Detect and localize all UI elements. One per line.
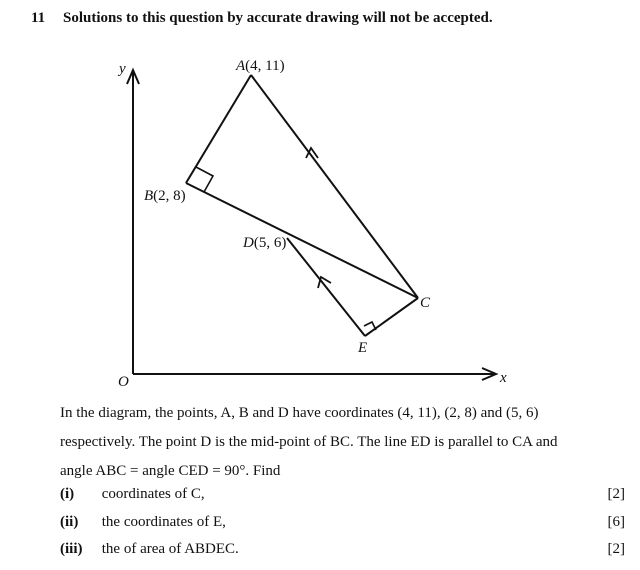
part-ii-marks: [6] xyxy=(607,514,625,530)
label-point-A xyxy=(235,58,285,74)
point-D-name: D xyxy=(243,235,254,251)
origin-label: O xyxy=(118,374,129,390)
part-iii xyxy=(60,541,239,558)
label-point-E: E xyxy=(358,340,368,356)
part-iii-text: the of area of ABDEC. xyxy=(101,541,239,557)
question-body xyxy=(60,399,590,486)
body-line-1: In the diagram, the points, A, B and D have coordinates (4, 11), (2, 8) and (5, 6) xyxy=(60,405,539,421)
point-B-name: B xyxy=(144,188,154,204)
segment-EC xyxy=(365,298,418,336)
part-i-label: (i) xyxy=(60,486,75,502)
x-axis-label: x xyxy=(500,370,507,386)
y-axis-label: y xyxy=(119,61,126,77)
segment-AC xyxy=(251,75,418,298)
point-A-name: A xyxy=(236,58,246,74)
segment-AB xyxy=(186,75,251,183)
part-ii-label: (ii) xyxy=(60,514,79,530)
part-i-text: coordinates of C, xyxy=(101,486,205,502)
body-line-2: respectively. The point D is the mid-point of BC. The line ED is parallel to CA and xyxy=(60,434,558,450)
part-iii-label: (iii) xyxy=(60,541,83,557)
body-line-3: angle ABC = angle CED = 90°. Find xyxy=(60,463,281,479)
part-ii-text: the coordinates of E, xyxy=(101,514,226,530)
point-D-coords: (5, 6) xyxy=(253,235,287,251)
point-B-coords: (2, 8) xyxy=(153,188,186,204)
segment-BC xyxy=(186,183,418,298)
label-point-C: C xyxy=(420,295,431,311)
part-ii xyxy=(60,514,226,531)
label-point-B xyxy=(144,188,186,204)
part-i-marks: [2] xyxy=(607,486,625,502)
part-i xyxy=(60,486,205,503)
label-point-D xyxy=(242,235,286,251)
point-A-coords: (4, 11) xyxy=(245,58,285,74)
question-header: Solutions to this question by accurate drawing will not be accepted. xyxy=(63,10,493,26)
part-iii-marks: [2] xyxy=(607,541,625,557)
question-number: 11 xyxy=(31,10,46,26)
